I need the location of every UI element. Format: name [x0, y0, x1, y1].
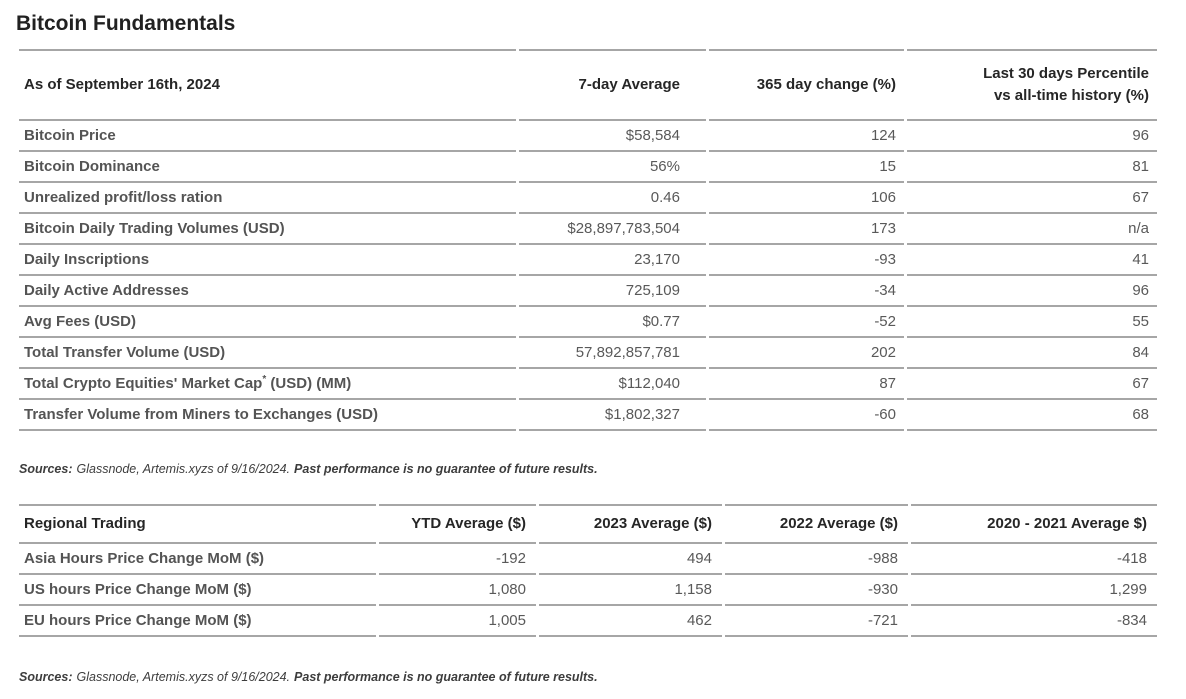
metric-label: Bitcoin Price — [19, 121, 516, 152]
sources-body: Glassnode, Artemis.xyzs of 9/16/2024. — [76, 670, 291, 684]
footnote-asterisk: * — [262, 374, 267, 385]
value-percentile: 81 — [907, 152, 1157, 183]
value-ytd-average: -192 — [379, 544, 536, 575]
table-row — [19, 245, 1157, 276]
value-ytd-average: 1,080 — [379, 575, 536, 606]
table-row — [19, 338, 1157, 369]
table-row — [19, 544, 1157, 575]
sources-body: Glassnode, Artemis.xyzs of 9/16/2024. — [76, 462, 291, 476]
value-percentile: 67 — [907, 369, 1157, 400]
value-365day-change: 106 — [709, 183, 904, 214]
value-7day-average: $28,897,783,504 — [519, 214, 706, 245]
header-2023-average: 2023 Average ($) — [539, 504, 722, 544]
header-ytd-average: YTD Average ($) — [379, 504, 536, 544]
header-2022-average: 2022 Average ($) — [725, 504, 908, 544]
header-percentile-line1: Last 30 days Percentile — [983, 65, 1149, 82]
value-7day-average: 0.46 — [519, 183, 706, 214]
value-percentile: n/a — [907, 214, 1157, 245]
region-label: US hours Price Change MoM ($) — [19, 575, 376, 606]
value-7day-average: 23,170 — [519, 245, 706, 276]
table-row — [19, 276, 1157, 307]
value-2022-average: -988 — [725, 544, 908, 575]
value-percentile: 41 — [907, 245, 1157, 276]
value-365day-change: 15 — [709, 152, 904, 183]
table-row — [19, 606, 1157, 637]
table-row — [19, 575, 1157, 606]
metric-label: Unrealized profit/loss ration — [19, 183, 516, 214]
table-row — [19, 214, 1157, 245]
header-2020-2021-average: 2020 - 2021 Average $) — [911, 504, 1157, 544]
value-2020-2021-average: 1,299 — [911, 575, 1157, 606]
value-ytd-average: 1,005 — [379, 606, 536, 637]
value-365day-change: -34 — [709, 276, 904, 307]
value-2023-average: 1,158 — [539, 575, 722, 606]
table-row — [19, 400, 1157, 431]
metric-label: Bitcoin Dominance — [19, 152, 516, 183]
value-7day-average: $1,802,327 — [519, 400, 706, 431]
value-7day-average: 725,109 — [519, 276, 706, 307]
value-365day-change: 124 — [709, 121, 904, 152]
regional-trading-table — [16, 504, 1160, 637]
metric-label-suffix: (USD) (MM) — [266, 375, 352, 392]
header-percentile-line2: vs all-time history (%) — [993, 87, 1149, 104]
value-7day-average: 57,892,857,781 — [519, 338, 706, 369]
page-title: Bitcoin Fundamentals — [16, 12, 236, 35]
metric-label: Daily Inscriptions — [19, 245, 516, 276]
value-2023-average: 494 — [539, 544, 722, 575]
value-2022-average: -930 — [725, 575, 908, 606]
table-row — [19, 152, 1157, 183]
metric-label: Daily Active Addresses — [19, 276, 516, 307]
value-365day-change: -52 — [709, 307, 904, 338]
value-365day-change: 173 — [709, 214, 904, 245]
metric-label: Bitcoin Daily Trading Volumes (USD) — [19, 214, 516, 245]
value-365day-change: -93 — [709, 245, 904, 276]
metric-label: Transfer Volume from Miners to Exchanges (USD) — [19, 400, 516, 431]
table-row — [19, 121, 1157, 152]
sources-label: Sources: — [19, 462, 73, 476]
value-2023-average: 462 — [539, 606, 722, 637]
metric-label — [19, 369, 516, 400]
value-2020-2021-average: -834 — [911, 606, 1157, 637]
sources-disclaimer: Past performance is no guarantee of future results. — [294, 670, 598, 684]
region-label: Asia Hours Price Change MoM ($) — [19, 544, 376, 575]
value-7day-average: $58,584 — [519, 121, 706, 152]
header-7day-average: 7-day Average — [519, 49, 706, 121]
header-regional-trading: Regional Trading — [19, 504, 376, 544]
table-header-row — [19, 49, 1157, 121]
value-percentile: 96 — [907, 121, 1157, 152]
header-as-of-date: As of September 16th, 2024 — [19, 49, 516, 121]
region-label: EU hours Price Change MoM ($) — [19, 606, 376, 637]
sources-note — [19, 461, 1160, 477]
value-365day-change: -60 — [709, 400, 904, 431]
value-percentile: 68 — [907, 400, 1157, 431]
header-percentile — [907, 49, 1157, 121]
table-row — [19, 183, 1157, 214]
value-2020-2021-average: -418 — [911, 544, 1157, 575]
metric-label: Total Transfer Volume (USD) — [19, 338, 516, 369]
value-percentile: 96 — [907, 276, 1157, 307]
value-percentile: 67 — [907, 183, 1157, 214]
value-365day-change: 202 — [709, 338, 904, 369]
value-7day-average: 56% — [519, 152, 706, 183]
metric-label-text: Total Crypto Equities' Market Cap — [24, 375, 263, 392]
value-2022-average: -721 — [725, 606, 908, 637]
value-7day-average: $112,040 — [519, 369, 706, 400]
metric-label: Avg Fees (USD) — [19, 307, 516, 338]
sources-disclaimer: Past performance is no guarantee of future results. — [294, 462, 598, 476]
value-percentile: 55 — [907, 307, 1157, 338]
header-365day-change: 365 day change (%) — [709, 49, 904, 121]
value-7day-average: $0.77 — [519, 307, 706, 338]
sources-note — [19, 669, 1160, 685]
table-row — [19, 369, 1157, 400]
value-percentile: 84 — [907, 338, 1157, 369]
bitcoin-fundamentals-table — [16, 49, 1160, 431]
table-header-row — [19, 504, 1157, 544]
sources-label: Sources: — [19, 670, 73, 684]
table-row — [19, 307, 1157, 338]
value-365day-change: 87 — [709, 369, 904, 400]
